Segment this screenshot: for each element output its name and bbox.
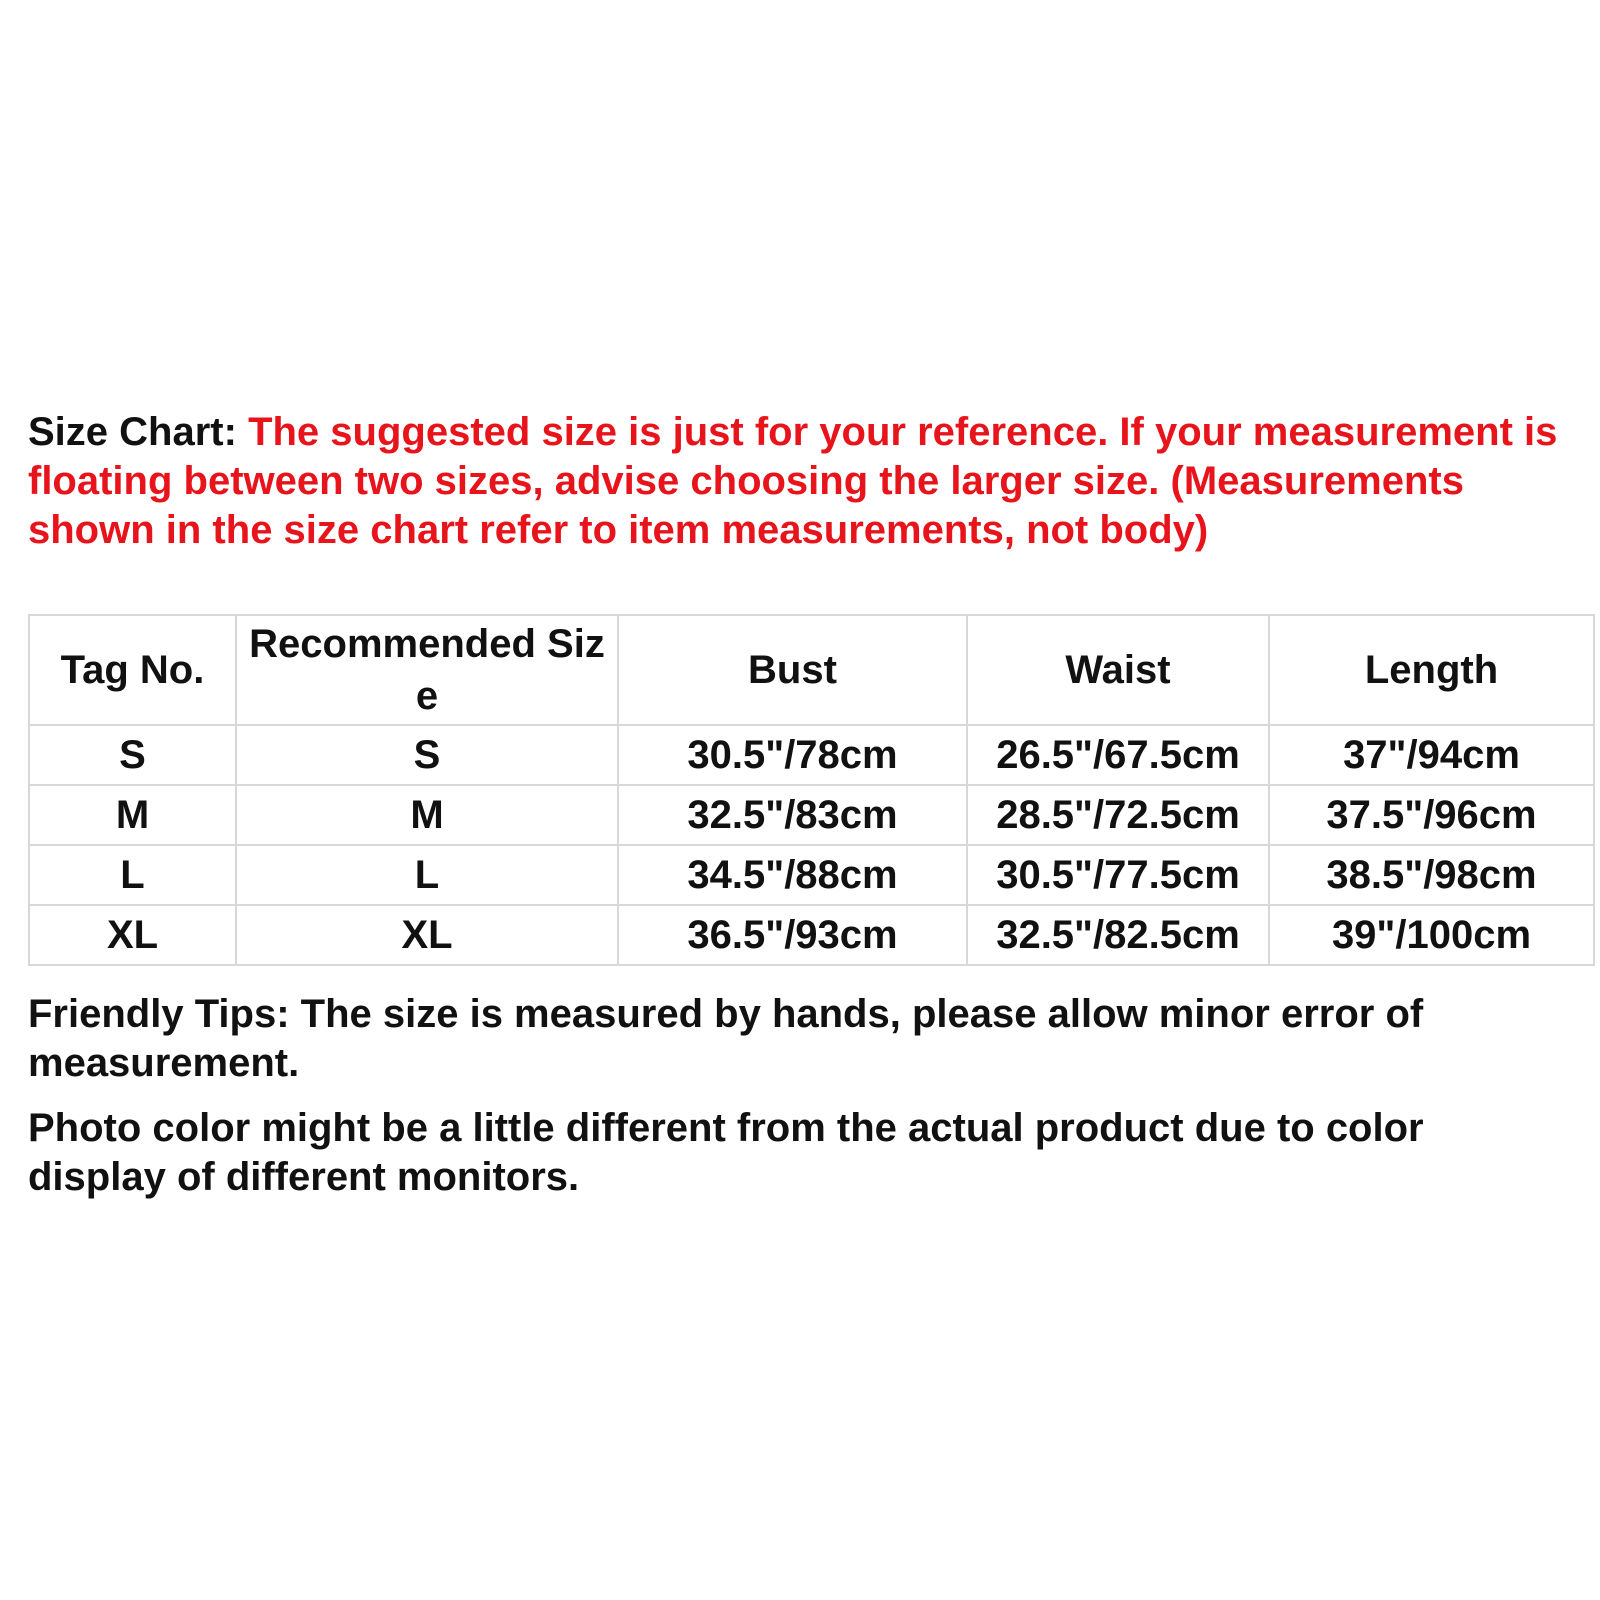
- cell-bust: 34.5"/88cm: [618, 845, 967, 905]
- cell-waist: 30.5"/77.5cm: [967, 845, 1269, 905]
- cell-bust: 30.5"/78cm: [618, 725, 967, 785]
- cell-waist: 28.5"/72.5cm: [967, 785, 1269, 845]
- cell-tag-no: S: [29, 725, 236, 785]
- tips-section: [28, 990, 1568, 1218]
- size-chart-label: Size Chart:: [28, 410, 237, 454]
- cell-length: 37.5"/96cm: [1269, 785, 1594, 845]
- cell-length: 37"/94cm: [1269, 725, 1594, 785]
- header-bust: Bust: [618, 615, 967, 725]
- cell-length: 38.5"/98cm: [1269, 845, 1594, 905]
- cell-recommended-size: S: [236, 725, 618, 785]
- cell-waist: 32.5"/82.5cm: [967, 905, 1269, 965]
- cell-bust: 36.5"/93cm: [618, 905, 967, 965]
- cell-tag-no: XL: [29, 905, 236, 965]
- table-row: [29, 905, 1594, 965]
- cell-recommended-size: M: [236, 785, 618, 845]
- table-row: [29, 725, 1594, 785]
- cell-recommended-size: L: [236, 845, 618, 905]
- table-row: [29, 845, 1594, 905]
- table-header-row: [29, 615, 1594, 725]
- size-table: [28, 614, 1595, 966]
- cell-tag-no: L: [29, 845, 236, 905]
- cell-tag-no: M: [29, 785, 236, 845]
- cell-recommended-size: XL: [236, 905, 618, 965]
- cell-waist: 26.5"/67.5cm: [967, 725, 1269, 785]
- header-length: Length: [1269, 615, 1594, 725]
- size-chart-intro: [28, 408, 1588, 555]
- friendly-tips: Friendly Tips: The size is measured by hands, please allow minor error of measurement.: [28, 992, 1424, 1085]
- photo-color-note: Photo color might be a little different from the actual product due to color display of different monitors.: [28, 1106, 1424, 1199]
- header-tag-no: Tag No.: [29, 615, 236, 725]
- table-row: [29, 785, 1594, 845]
- size-chart-note: The suggested size is just for your reference. If your measurement is floating between two sizes, advise choosing the larger size. (Measurements shown in the size chart refer to item measurements, not body): [28, 410, 1558, 552]
- cell-bust: 32.5"/83cm: [618, 785, 967, 845]
- cell-length: 39"/100cm: [1269, 905, 1594, 965]
- header-recommended-size: Recommended Size: [236, 615, 618, 725]
- header-waist: Waist: [967, 615, 1269, 725]
